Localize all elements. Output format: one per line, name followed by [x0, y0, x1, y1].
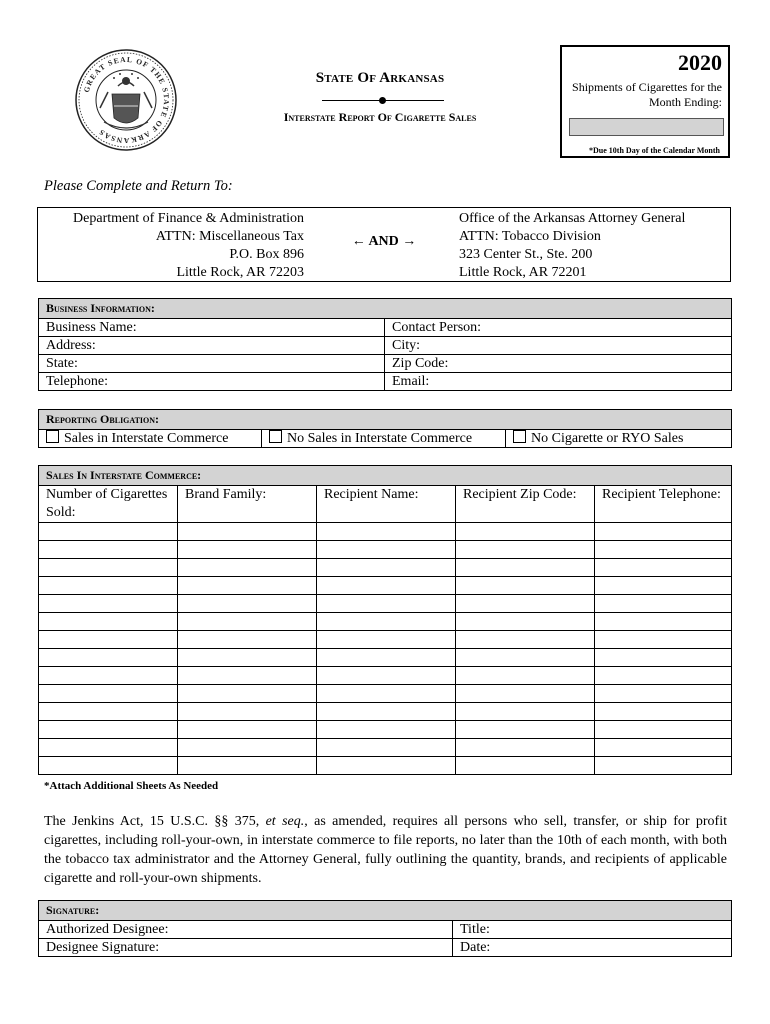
- table-cell[interactable]: [456, 631, 595, 649]
- table-cell[interactable]: [595, 595, 732, 613]
- table-cell[interactable]: [595, 649, 732, 667]
- table-cell[interactable]: [456, 559, 595, 577]
- table-cell[interactable]: [456, 541, 595, 559]
- checkbox[interactable]: [46, 430, 59, 443]
- table-cell[interactable]: [39, 631, 178, 649]
- table-cell[interactable]: [456, 595, 595, 613]
- option-label: No Sales in Interstate Commerce: [287, 431, 473, 446]
- mailing-addresses: [37, 207, 731, 282]
- table-cell[interactable]: [317, 739, 456, 757]
- table-cell[interactable]: [456, 523, 595, 541]
- table-row: [39, 667, 732, 685]
- column-header: Number of Cigarettes Sold:: [39, 486, 178, 523]
- section-heading: Sales In Interstate Commerce:: [39, 466, 732, 486]
- table-cell[interactable]: [178, 523, 317, 541]
- sales-table: [38, 465, 732, 775]
- address-field[interactable]: Address:: [39, 337, 385, 355]
- table-cell[interactable]: [595, 613, 732, 631]
- table-cell[interactable]: [595, 577, 732, 595]
- table-cell[interactable]: [595, 541, 732, 559]
- state-seal-icon: [74, 48, 178, 152]
- table-row: [39, 757, 732, 775]
- column-header: Brand Family:: [178, 486, 317, 523]
- table-cell[interactable]: [39, 685, 178, 703]
- date-field[interactable]: Date:: [453, 939, 732, 957]
- reporting-obligation-table: [38, 409, 732, 448]
- table-cell[interactable]: [39, 667, 178, 685]
- table-cell[interactable]: [595, 721, 732, 739]
- authorized-designee-field[interactable]: Authorized Designee:: [39, 921, 453, 939]
- address-line: P.O. Box 896: [229, 247, 304, 262]
- svg-text:GREAT SEAL OF THE STATE OF ARK: GREAT SEAL OF THE STATE OF ARKANSAS: [81, 54, 172, 146]
- checkbox[interactable]: [513, 430, 526, 443]
- title-divider-dot: [379, 97, 386, 104]
- table-cell[interactable]: [317, 595, 456, 613]
- jenkins-act-statement: [44, 812, 727, 888]
- table-cell[interactable]: [456, 613, 595, 631]
- table-cell[interactable]: [317, 685, 456, 703]
- table-cell[interactable]: [178, 649, 317, 667]
- table-row: [39, 685, 732, 703]
- month-ending-field[interactable]: [569, 118, 724, 136]
- designee-signature-field[interactable]: Designee Signature:: [39, 939, 453, 957]
- table-cell[interactable]: [39, 703, 178, 721]
- table-cell[interactable]: [39, 577, 178, 595]
- table-cell[interactable]: [456, 667, 595, 685]
- table-row: [39, 613, 732, 631]
- table-cell[interactable]: [39, 757, 178, 775]
- table-cell[interactable]: [178, 595, 317, 613]
- state-field[interactable]: State:: [39, 355, 385, 373]
- table-cell[interactable]: [456, 685, 595, 703]
- table-cell[interactable]: [595, 703, 732, 721]
- table-cell[interactable]: [317, 721, 456, 739]
- option-label: No Cigarette or RYO Sales: [531, 431, 684, 446]
- table-cell[interactable]: [595, 685, 732, 703]
- table-cell[interactable]: [178, 703, 317, 721]
- table-cell[interactable]: [178, 739, 317, 757]
- table-cell[interactable]: [178, 721, 317, 739]
- table-cell[interactable]: [39, 739, 178, 757]
- table-cell[interactable]: [317, 631, 456, 649]
- table-cell[interactable]: [178, 577, 317, 595]
- table-row: [39, 559, 732, 577]
- table-cell[interactable]: [178, 631, 317, 649]
- table-row: [39, 739, 732, 757]
- form-subtitle: Interstate Report Of Cigarette Sales: [283, 110, 477, 124]
- statute-text: The Jenkins Act, 15 U.S.C. §§ 375,: [44, 814, 266, 829]
- section-heading: Business Information:: [39, 299, 732, 319]
- table-cell[interactable]: [178, 541, 317, 559]
- and-connector: ← AND →: [351, 234, 417, 249]
- table-cell[interactable]: [595, 739, 732, 757]
- table-cell[interactable]: [39, 541, 178, 559]
- table-row: [39, 703, 732, 721]
- dfa-address: [73, 210, 304, 282]
- table-row: [39, 541, 732, 559]
- reporting-period-box: [560, 45, 730, 158]
- table-row: [39, 595, 732, 613]
- table-cell[interactable]: [317, 703, 456, 721]
- signature-table: [38, 900, 732, 957]
- address-line: ATTN: Tobacco Division: [459, 229, 601, 244]
- checkbox[interactable]: [269, 430, 282, 443]
- contact-person-field[interactable]: Contact Person:: [385, 319, 732, 337]
- return-instructions: Please Complete and Return To:: [44, 178, 233, 194]
- section-heading: Reporting Obligation:: [39, 410, 732, 430]
- table-cell[interactable]: [317, 577, 456, 595]
- telephone-field[interactable]: Telephone:: [39, 373, 385, 391]
- column-header: Recipient Zip Code:: [456, 486, 595, 523]
- form-title: State Of Arkansas: [315, 70, 445, 86]
- business-information-table: [38, 298, 732, 391]
- table-cell[interactable]: [317, 613, 456, 631]
- table-cell[interactable]: [456, 739, 595, 757]
- table-row: [39, 577, 732, 595]
- report-year: 2020: [678, 50, 722, 75]
- table-cell[interactable]: [456, 649, 595, 667]
- table-cell[interactable]: [39, 649, 178, 667]
- table-cell[interactable]: [178, 757, 317, 775]
- table-cell[interactable]: [178, 667, 317, 685]
- option-no-sales-interstate[interactable]: [262, 430, 506, 448]
- table-cell[interactable]: [317, 667, 456, 685]
- business-name-field[interactable]: Business Name:: [39, 319, 385, 337]
- option-label: Sales in Interstate Commerce: [64, 431, 229, 446]
- table-row: [39, 721, 732, 739]
- section-heading: Signature:: [39, 901, 732, 921]
- address-line: ATTN: Miscellaneous Tax: [155, 229, 304, 244]
- statute-citation-italic: et seq.: [265, 814, 305, 829]
- table-cell[interactable]: [456, 721, 595, 739]
- table-cell[interactable]: [595, 559, 732, 577]
- table-cell[interactable]: [39, 523, 178, 541]
- table-cell[interactable]: [178, 559, 317, 577]
- table-row: [39, 523, 732, 541]
- column-header: Recipient Telephone:: [595, 486, 732, 523]
- address-line: Little Rock, AR 72203: [176, 265, 304, 280]
- table-row: [39, 631, 732, 649]
- table-cell[interactable]: [178, 685, 317, 703]
- option-sales-interstate[interactable]: [39, 430, 262, 448]
- address-line: Office of the Arkansas Attorney General: [459, 211, 686, 226]
- table-cell[interactable]: [595, 667, 732, 685]
- table-cell[interactable]: [317, 757, 456, 775]
- city-field[interactable]: City:: [385, 337, 732, 355]
- table-cell[interactable]: [595, 757, 732, 775]
- statute-text: , as amended, requires all persons who sell, transfer, or ship for profit cigarettes, including roll-your-own, in interstate commerce to file reports, no later than the 10th of each month, with both the tobacco tax administrator and the Attorney General, fully outlining the quantity, brands, and recipients of applicable cigarette and roll-your-own shipments.: [44, 814, 727, 886]
- table-cell[interactable]: [317, 649, 456, 667]
- table-cell[interactable]: [456, 577, 595, 595]
- table-cell[interactable]: [39, 721, 178, 739]
- table-cell[interactable]: [456, 757, 595, 775]
- address-line: Little Rock, AR 72201: [459, 265, 587, 280]
- table-row: [39, 649, 732, 667]
- table-cell[interactable]: [595, 523, 732, 541]
- table-cell[interactable]: [39, 595, 178, 613]
- table-cell[interactable]: [317, 541, 456, 559]
- table-cell[interactable]: [178, 613, 317, 631]
- column-header: Recipient Name:: [317, 486, 456, 523]
- table-cell[interactable]: [39, 559, 178, 577]
- table-cell[interactable]: [317, 523, 456, 541]
- address-line: 323 Center St., Ste. 200: [459, 247, 593, 262]
- table-cell[interactable]: [317, 559, 456, 577]
- attorney-general-address: [459, 210, 685, 282]
- table-cell[interactable]: [456, 703, 595, 721]
- option-no-cigarette-sales[interactable]: [506, 430, 732, 448]
- zip-code-field[interactable]: Zip Code:: [385, 355, 732, 373]
- attach-sheets-note: *Attach Additional Sheets As Needed: [44, 780, 219, 792]
- shipments-label: Shipments of Cigarettes for the Month Ending:: [572, 80, 722, 109]
- email-field[interactable]: Email:: [385, 373, 732, 391]
- address-line: Department of Finance & Administration: [73, 211, 304, 226]
- table-cell[interactable]: [39, 613, 178, 631]
- title-field[interactable]: Title:: [453, 921, 732, 939]
- table-cell[interactable]: [595, 631, 732, 649]
- due-date-note: *Due 10th Day of the Calendar Month: [589, 146, 720, 155]
